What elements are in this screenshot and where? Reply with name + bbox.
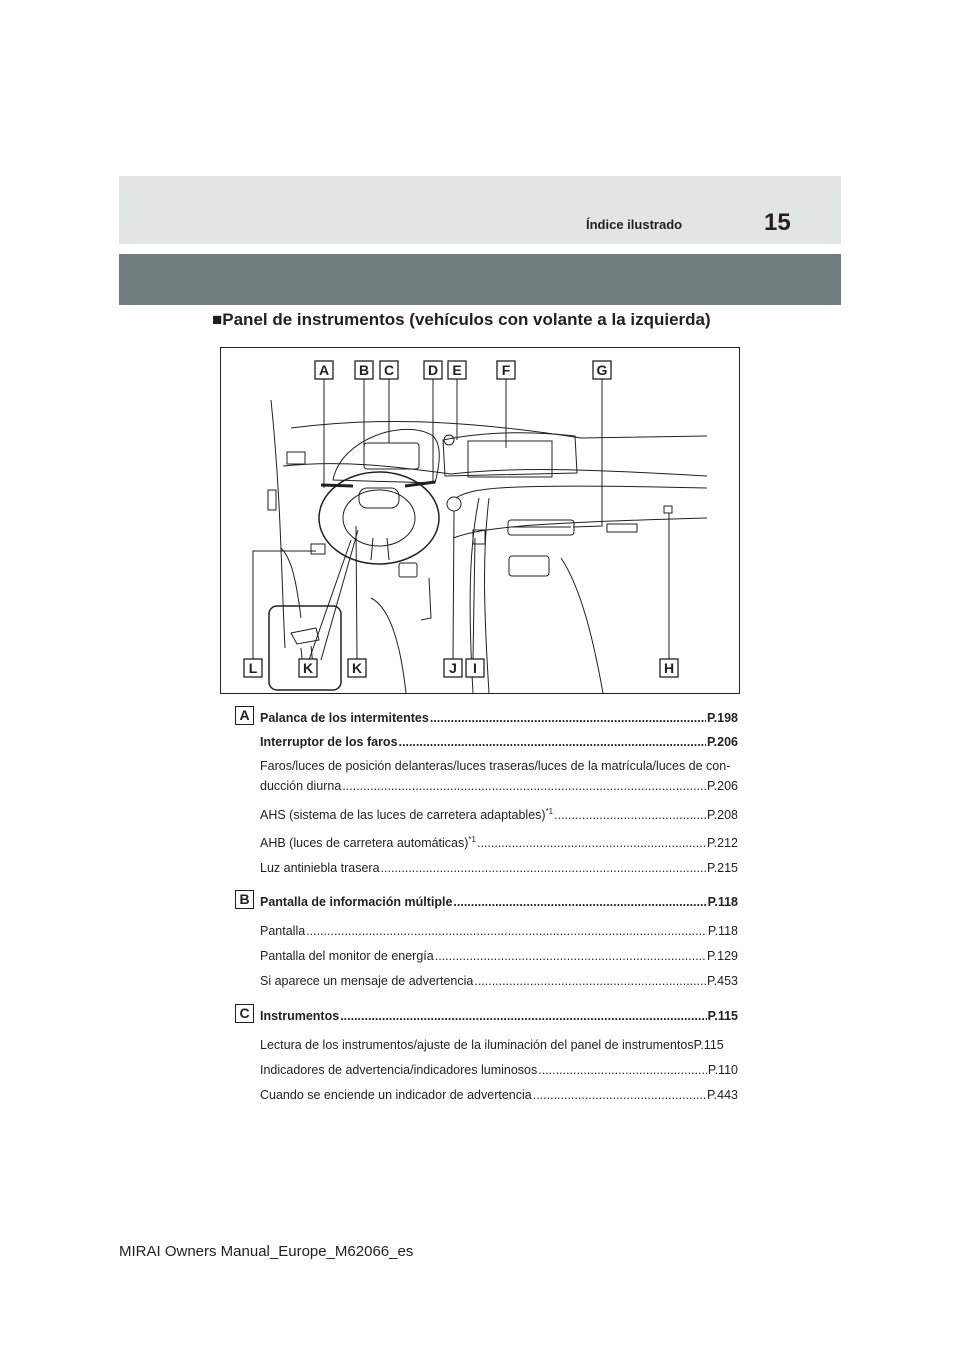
index-entry: Lectura de los instrumentos/ajuste de la iluminación del panel de instrumentos P.115 [260, 1038, 724, 1052]
leader-I [473, 538, 475, 660]
dash-mid-line [283, 464, 707, 476]
power-switch [447, 497, 461, 511]
callout-C [380, 361, 398, 379]
index-entry: Cuando se enciende un indicador de advertencia ..... P.443 [260, 1088, 738, 1103]
turn-signal-lever [321, 485, 353, 486]
callout-L [244, 659, 262, 677]
index-entry: Interruptor de los faros ..... P.206 [260, 735, 738, 750]
callout-H [660, 659, 678, 677]
leader-G [573, 378, 602, 527]
instrument-panel-illustration [220, 347, 740, 694]
leader-K1 [309, 540, 351, 660]
svg-text:F: F [501, 362, 511, 378]
group-label-a: A [235, 706, 254, 725]
svg-text:G: G [596, 362, 608, 378]
index-entry: Pantalla de información múltiple ..... P.118 [260, 895, 738, 910]
callout-I [466, 659, 484, 677]
svg-text:B: B [358, 362, 370, 378]
header-band [119, 176, 841, 244]
cluster-hood [333, 429, 439, 483]
callout-G [593, 361, 611, 379]
leader-K2 [356, 526, 357, 660]
index-entry: Luz antiniebla trasera ..... P.215 [260, 861, 738, 876]
svg-text:K: K [302, 660, 314, 676]
leader-J [453, 511, 454, 660]
svg-text:K: K [351, 660, 363, 676]
leader-L [253, 551, 316, 668]
callout-D [424, 361, 442, 379]
header-dark-band [119, 254, 841, 305]
index-entry: Faros/luces de posición delanteras/luces traseras/luces de la matrícula/luces de con- ducción diurna ..... P.206 [260, 759, 738, 794]
svg-text:A: A [318, 362, 330, 378]
index-entry: Pantalla ..... P.118 [260, 924, 738, 939]
callout-F [497, 361, 515, 379]
svg-text:C: C [383, 362, 395, 378]
callout-K-left [299, 659, 317, 677]
page-number: 15 [764, 209, 791, 236]
callout-K-right [348, 659, 366, 677]
index-entry: Si aparece un mensaje de advertencia ..... P.453 [260, 974, 738, 989]
svg-text:I: I [473, 660, 477, 676]
index-entry: Instrumentos ..... P.115 [260, 1009, 738, 1024]
section-heading: ■Panel de instrumentos (vehículos con volante a la izquierda) [212, 310, 711, 329]
index-entry: AHB (luces de carretera automáticas)$^{*1}$ ..... P.212 [260, 836, 738, 851]
index-entry: Palanca de los intermitentes ..... P.198 [260, 711, 738, 726]
windshield-pillar-line [271, 400, 285, 648]
group-label-c: C [235, 1004, 254, 1023]
svg-text:D: D [427, 362, 439, 378]
callout-E [448, 361, 466, 379]
svg-text:L: L [248, 660, 258, 676]
index-entry: AHS (sistema de las luces de carretera adaptables)$^{*1}$ ..... P.208 [260, 808, 738, 823]
index-entry: Pantalla del monitor de energía ..... P.129 [260, 949, 738, 964]
lower-left-switch [311, 544, 325, 554]
page-footer: MIRAI Owners Manual_Europe_M62066_es [119, 1243, 414, 1260]
svg-text:J: J [449, 660, 457, 676]
section-title: Índice ilustrado [586, 217, 683, 232]
svg-text:H: H [663, 660, 675, 676]
index-entry: Indicadores de advertencia/indicadores luminosos ..... P.110 [260, 1063, 738, 1078]
callout-J [444, 659, 462, 677]
group-label-b: B [235, 890, 254, 909]
callout-A [315, 361, 333, 379]
svg-text:E: E [452, 362, 462, 378]
dash-top-line [291, 421, 707, 438]
callout-B [355, 361, 373, 379]
rear-fog-switch [664, 506, 672, 513]
